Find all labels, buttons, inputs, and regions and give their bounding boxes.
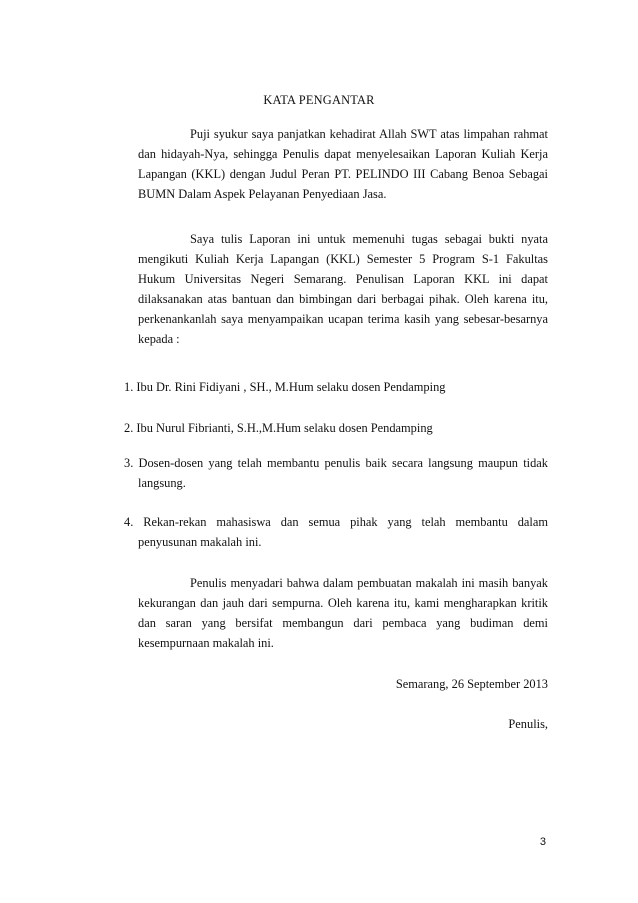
paragraph-2-text: Saya tulis Laporan ini untuk memenuhi tugas sebagai bukti nyata mengikuti Kuliah Kerja Lapangan (KKL) Semester 5 Program S-1 Fakultas Hukum Universitas Negeri Semarang. Penulisan Laporan KKL ini dapat dilaksanakan atas bantuan dan bimbingan dari berbagai pihak. Oleh karena itu, perkenankanlah saya menyampaikan ucapan terima kasih yang sebesar-besarnya kepada : [138,232,548,346]
page-title: KATA PENGANTAR [263,93,375,107]
place-date: Semarang, 26 September 2013 [395,677,548,691]
list-item-4: 4. Rekan-rekan mahasiswa dan semua pihak yang telah membantu dalam penyusunan makalah ini. [124,515,548,549]
list-item-1: 1. Ibu Dr. Rini Fidiyani , SH., M.Hum selaku dosen Pendamping [124,380,446,394]
page-number: 3 [539,836,546,848]
signature-label: Penulis, [508,717,548,731]
list-item-2: 2. Ibu Nurul Fibrianti, S.H.,M.Hum selaku dosen Pendamping [124,421,433,435]
list-item-3: 3. Dosen-dosen yang telah membantu penulis baik secara langsung maupun tidak langsung. [124,456,548,490]
paragraph-2 [138,229,548,349]
paragraph-1 [138,124,548,204]
paragraph-1-text: Puji syukur saya panjatkan kehadirat Allah SWT atas limpahan rahmat dan hidayah-Nya, sehingga Penulis dapat menyelesaikan Laporan Kuliah Kerja Lapangan (KKL) dengan Judul Peran PT. PELINDO III Cabang Benoa Sebagai BUMN Dalam Aspek Pelayanan Penyediaan Jasa. [138,127,548,201]
closing-paragraph [138,573,548,653]
closing-paragraph-text: Penulis menyadari bahwa dalam pembuatan makalah ini masih banyak kekurangan dan jauh dari sempurna. Oleh karena itu, kami mengharapkan kritik dan saran yang bersifat membangun dari pembaca yang budiman demi kesempurnaan makalah ini. [138,576,548,650]
